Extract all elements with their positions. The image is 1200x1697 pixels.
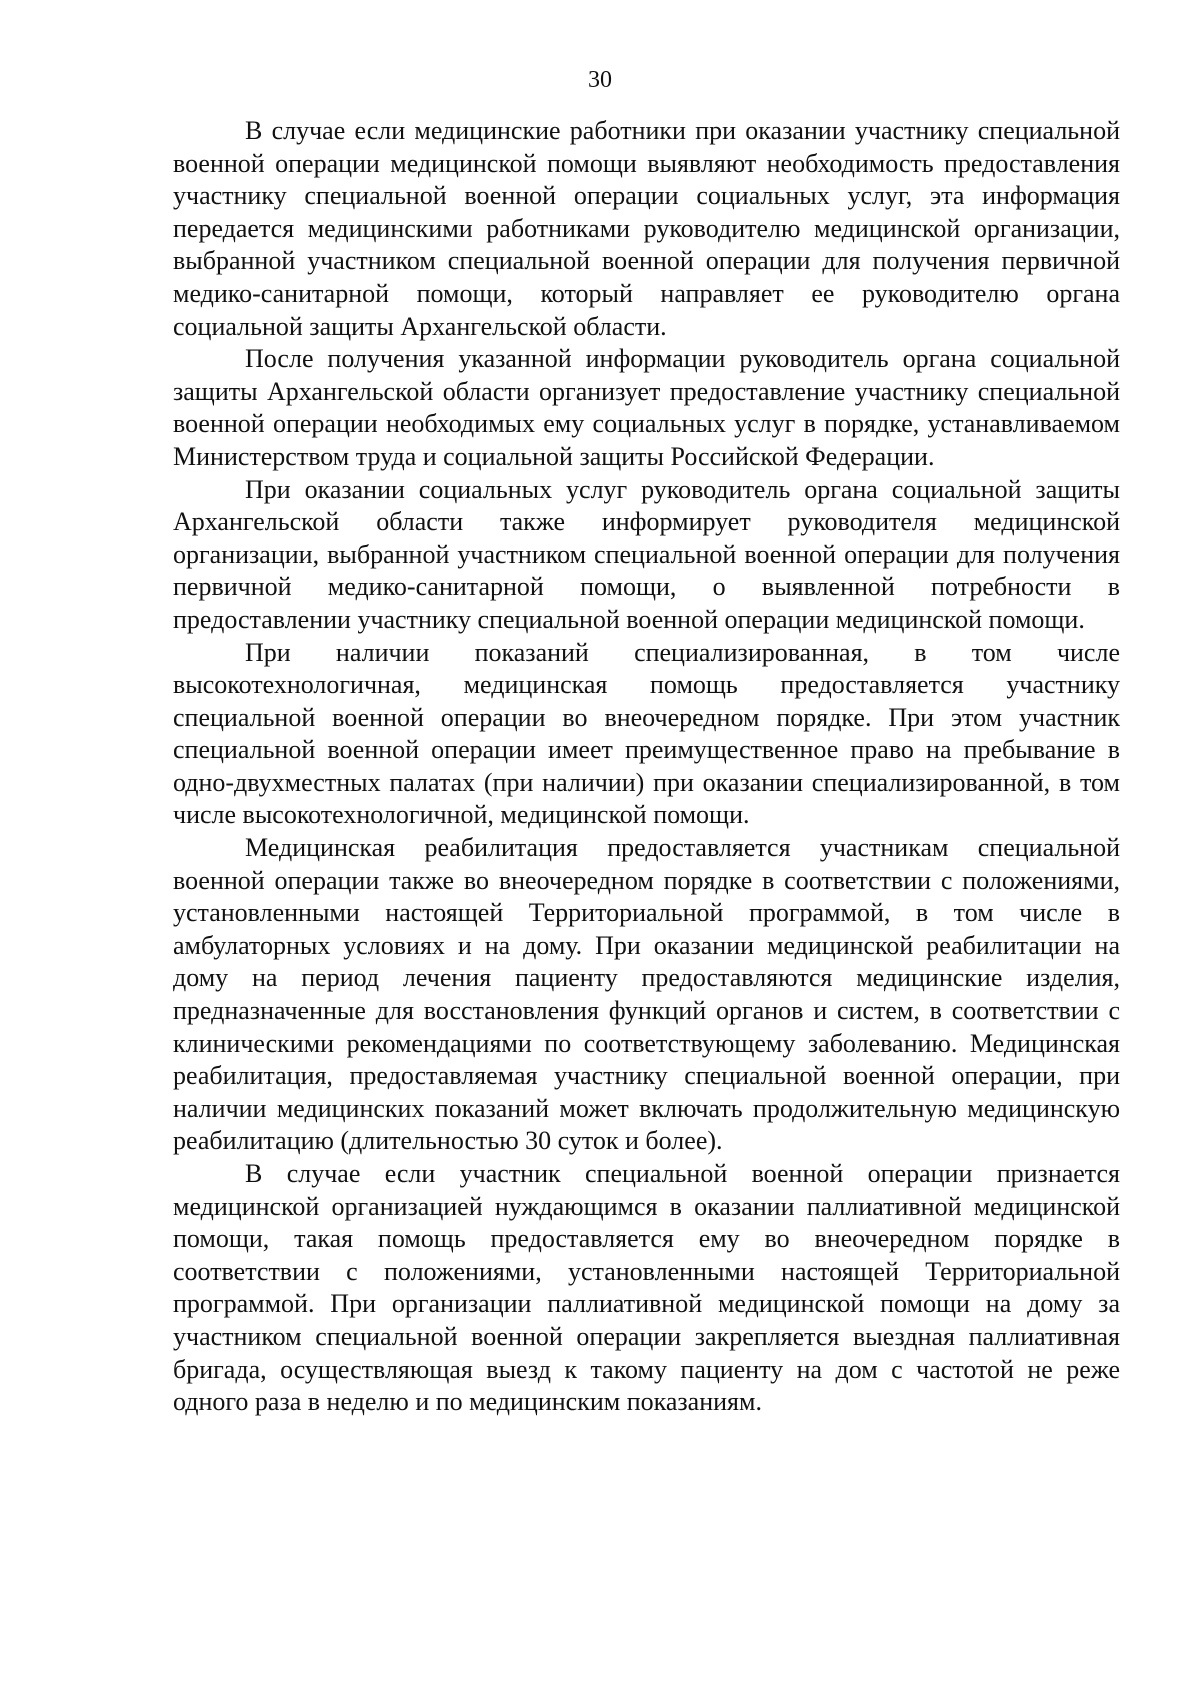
paragraph-social-services-referral: В случае если медицинские работники при оказании участнику специальной военной операции медицинской помощи выявляют необходимость предоставления участнику специальной военной операции социальных услуг, эта информация передается медицинскими работниками руководителю медицинской организации, выбранной участником специальной военной операции для получения первичной медико-санитарной помощи, который направляет ее руководителю органа социальной защиты Архангельской области. xyxy=(173,116,1120,341)
paragraph-social-services-provision: После получения указанной информации руководитель органа социальной защиты Архангельской области организует предоставление участнику специальной военной операции необходимых ему социальных услуг в порядке, устанавливаемом Министерством труда и социальной защиты Российской Федерации. xyxy=(173,344,1120,471)
paragraph-specialized-care: При наличии показаний специализированная, в том числе высокотехнологичная, медицинская помощь предоставляется участнику специальной военной операции во внеочередном порядке. При этом участник специальной военной операции имеет преимущественное право на пребывание в одно-двухместных палатах (при наличии) при оказании специализированной, в том числе высокотехнологичной, медицинской помощи. xyxy=(173,637,1120,830)
paragraph-palliative-care: В случае если участник специальной военной операции признается медицинской организацией нуждающимся в оказании паллиативной медицинской помощи, такая помощь предоставляется ему во внеочередном порядке в соответствии с положениями, установленными настоящей Территориальной программой. При организации паллиативной медицинской помощи на дому за участником специальной военной операции закрепляется выездная паллиативная бригада, осуществляющая выезд к такому пациенту на дом с частотой не реже одного раза в неделю и по медицинским показаниям. xyxy=(173,1159,1120,1417)
paragraph-medical-needs-notification: При оказании социальных услуг руководитель органа социальной защиты Архангельской области также информирует руководителя медицинской организации, выбранной участником специальной военной операции для получения первичной медико-санитарной помощи, о выявленной потребности в предоставлении участнику специальной военной операции медицинской помощи. xyxy=(173,474,1120,634)
page-number: 30 xyxy=(588,67,612,93)
document-body xyxy=(173,115,1120,1419)
paragraph-medical-rehabilitation: Медицинская реабилитация предоставляется участникам специальной военной операции также во внеочередном порядке в соответствии с положениями, установленными настоящей Территориальной программой, в том числе в амбулаторных условиях и на дому. При оказании медицинской реабилитации на дому на период лечения пациенту предоставляются медицинские изделия, предназначенные для восстановления функций органов и систем, в соответствии с клиническими рекомендациями по соответствующему заболеванию. Медицинская реабилитация, предоставляемая участнику специальной военной операции, при наличии медицинских показаний может включать продолжительную медицинскую реабилитацию (длительностью 30 суток и более). xyxy=(173,833,1120,1156)
